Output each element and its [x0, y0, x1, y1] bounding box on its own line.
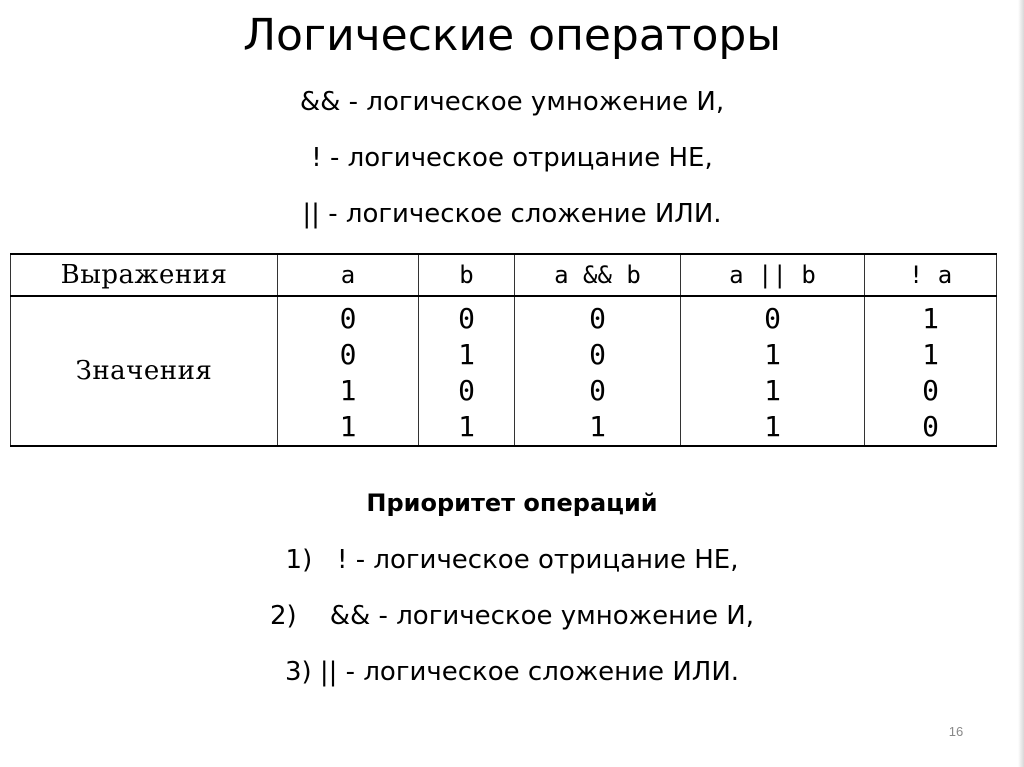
table-cell: 1: [458, 338, 475, 371]
table-cell: 1: [764, 338, 781, 371]
table-cell: 0: [458, 374, 475, 407]
column-not-a-values: [865, 296, 997, 446]
truth-table: [10, 253, 997, 447]
priority-heading: Приоритет операций: [366, 489, 658, 517]
table-cell: 0: [339, 302, 357, 335]
operator-and-line: && - логическое умножение И,: [299, 87, 725, 117]
column-a-and-b-values: [515, 296, 681, 446]
operator-or-line: || - логическое сложение ИЛИ.: [302, 199, 722, 229]
table-cell: 0: [589, 374, 606, 407]
table-cell: 0: [589, 302, 606, 335]
table-cell: 0: [922, 374, 939, 407]
table-cell: 1: [458, 410, 475, 443]
table-cell: 0: [589, 338, 606, 371]
priority-item-2: 2) && - логическое умножение И,: [269, 601, 754, 631]
table-header-row: [11, 254, 997, 296]
page-number: 16: [948, 724, 964, 739]
table-cell: 1: [922, 338, 939, 371]
table-cell: 1: [589, 410, 606, 443]
slide-title: Логические операторы: [242, 10, 782, 61]
table-cell: 1: [764, 410, 781, 443]
table-cell: 1: [922, 302, 939, 335]
header-a-or-b: a || b: [681, 254, 865, 296]
table-cell: 0: [764, 302, 781, 335]
header-a: a: [278, 254, 419, 296]
table-cell: 0: [922, 410, 939, 443]
header-not-a: ! a: [865, 254, 997, 296]
column-b-values: [419, 296, 515, 446]
priority-item-3: 3) || - логическое сложение ИЛИ.: [284, 657, 740, 687]
table-cell: 1: [339, 374, 357, 407]
column-a-or-b-values: [681, 296, 865, 446]
table-cell: 1: [339, 410, 357, 443]
table-cell: 0: [458, 302, 475, 335]
priority-item-1: 1) ! - логическое отрицание НЕ,: [285, 545, 739, 575]
table-cell: 1: [764, 374, 781, 407]
row-label-values: Значения: [11, 296, 278, 446]
column-a-values: [278, 296, 419, 446]
header-a-and-b: a && b: [515, 254, 681, 296]
header-b: b: [419, 254, 515, 296]
header-expressions: Выражения: [11, 254, 278, 296]
table-values-row: [11, 296, 997, 446]
operator-not-line: ! - логическое отрицание НЕ,: [311, 143, 713, 173]
table-cell: 0: [339, 338, 357, 371]
